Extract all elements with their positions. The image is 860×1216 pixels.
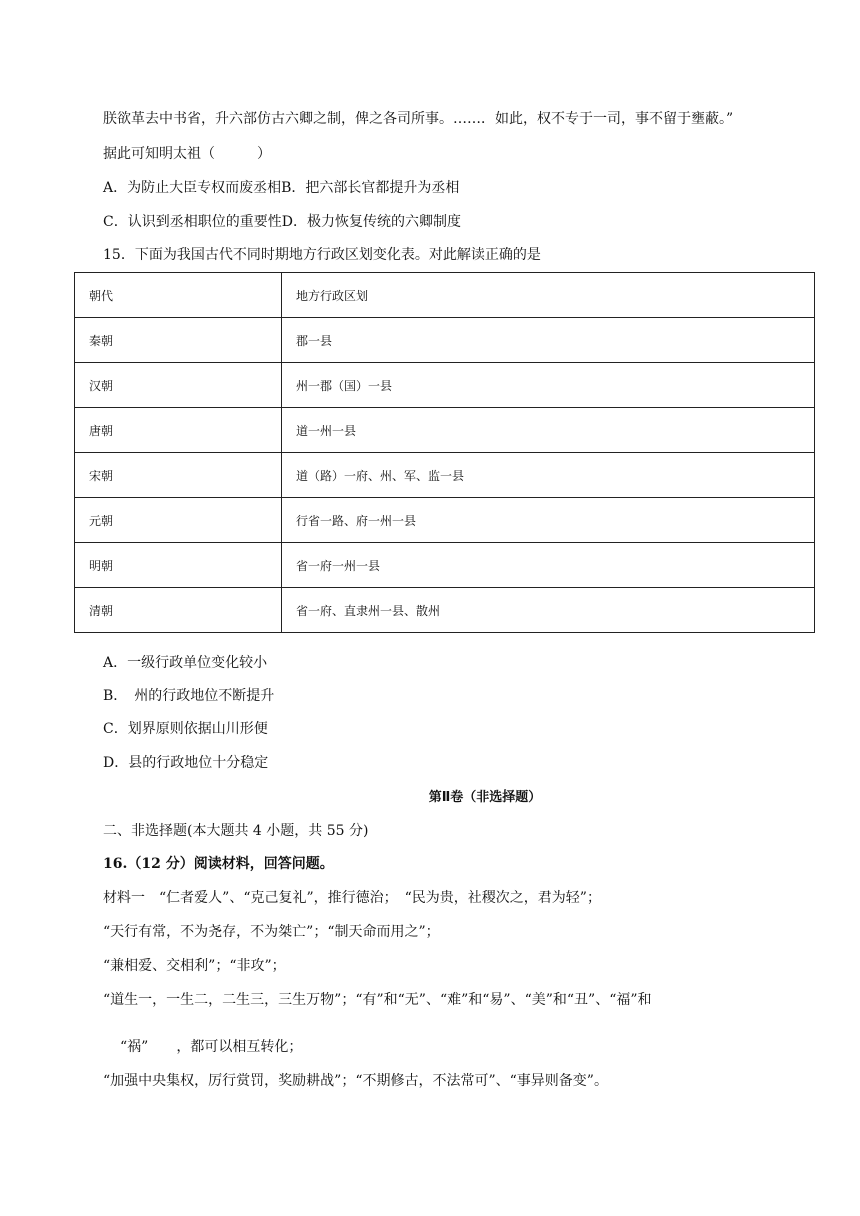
dynasty-cell: 明朝 — [75, 543, 282, 588]
q16-stem: 16.（12 分）阅读材料，回答问题。 — [103, 856, 334, 872]
q14-quote: 朕欲革去中书省，升六部仿古六卿之制，俾之各司所事。……．如此，权不专于一司，事不留于壅蔽。” — [103, 111, 734, 127]
division-cell: 省一府一州一县 — [282, 543, 815, 588]
admin-division-table — [74, 272, 815, 633]
q14-options-ab — [103, 178, 459, 198]
dynasty-cell: 唐朝 — [75, 408, 282, 453]
division-cell: 行省一路、府一州一县 — [282, 498, 815, 543]
table-row — [75, 408, 815, 453]
q16-material-line: “祸” ，都可以相互转化； — [120, 1039, 303, 1055]
q15-option-d[interactable]: D．县的行政地位十分稳定 — [103, 755, 269, 771]
table-row — [75, 363, 815, 408]
table-row — [75, 318, 815, 363]
table-row — [75, 588, 815, 633]
dynasty-cell: 汉朝 — [75, 363, 282, 408]
table-header-row — [75, 273, 815, 318]
q14-options-cd — [103, 212, 461, 232]
dynasty-cell: 宋朝 — [75, 453, 282, 498]
dynasty-cell: 元朝 — [75, 498, 282, 543]
q14-option-c[interactable]: C．认识到丞相职位的重要性 — [103, 214, 282, 230]
q15-option-a[interactable]: A．一级行政单位变化较小 — [103, 655, 268, 671]
q16-material-line: “天行有常，不为尧存，不为桀亡”；“制天命而用之”； — [103, 924, 440, 940]
division-cell: 州一郡（国）一县 — [282, 363, 815, 408]
section-title: 第Ⅱ卷（非选择题） — [428, 790, 542, 805]
q16-material-line: “兼相爱、交相利”；“非攻”； — [103, 958, 286, 974]
q15-option-b[interactable]: B． 州的行政地位不断提升 — [103, 688, 275, 704]
table-row — [75, 453, 815, 498]
table-row — [75, 498, 815, 543]
q14-option-d[interactable]: D．极力恢复传统的六卿制度 — [281, 214, 461, 230]
dynasty-cell: 清朝 — [75, 588, 282, 633]
q16-material-line: 材料一 “仁者爱人”、“克己复礼”，推行德治； “民为贵，社稷次之，君为轻”； — [103, 890, 601, 906]
division-cell: 道一州一县 — [282, 408, 815, 453]
division-cell: 郡一县 — [282, 318, 815, 363]
section-heading: 二、非选择题(本大题共 4 小题，共 55 分) — [103, 823, 369, 839]
q16-material-line: “加强中央集权，厉行赏罚，奖励耕战”；“不期修古，不法常可”、“事异则备变”。 — [103, 1073, 608, 1089]
q16-material-line: “道生一，一生二，二生三，三生万物”；“有”和“无”、“难”和“易”、“美”和“丑”、“福”和 — [103, 992, 652, 1008]
division-cell: 省一府、直隶州一县、散州 — [282, 588, 815, 633]
q14-stem: 据此可知明太祖（ ） — [103, 146, 271, 162]
division-cell: 道（路）一府、州、军、监一县 — [282, 453, 815, 498]
q15-option-c[interactable]: C．划界原则依据山川形便 — [103, 721, 268, 737]
table-row — [75, 543, 815, 588]
dynasty-cell: 秦朝 — [75, 318, 282, 363]
q14-option-b[interactable]: B．把六部长官都提升为丞相 — [281, 180, 460, 196]
table-header-cell: 地方行政区划 — [282, 273, 815, 318]
q14-option-a[interactable]: A．为防止大臣专权而废丞相 — [103, 180, 282, 196]
table-header-cell: 朝代 — [75, 273, 282, 318]
q15-stem: 15．下面为我国古代不同时期地方行政区划变化表。对此解读正确的是 — [103, 247, 541, 263]
